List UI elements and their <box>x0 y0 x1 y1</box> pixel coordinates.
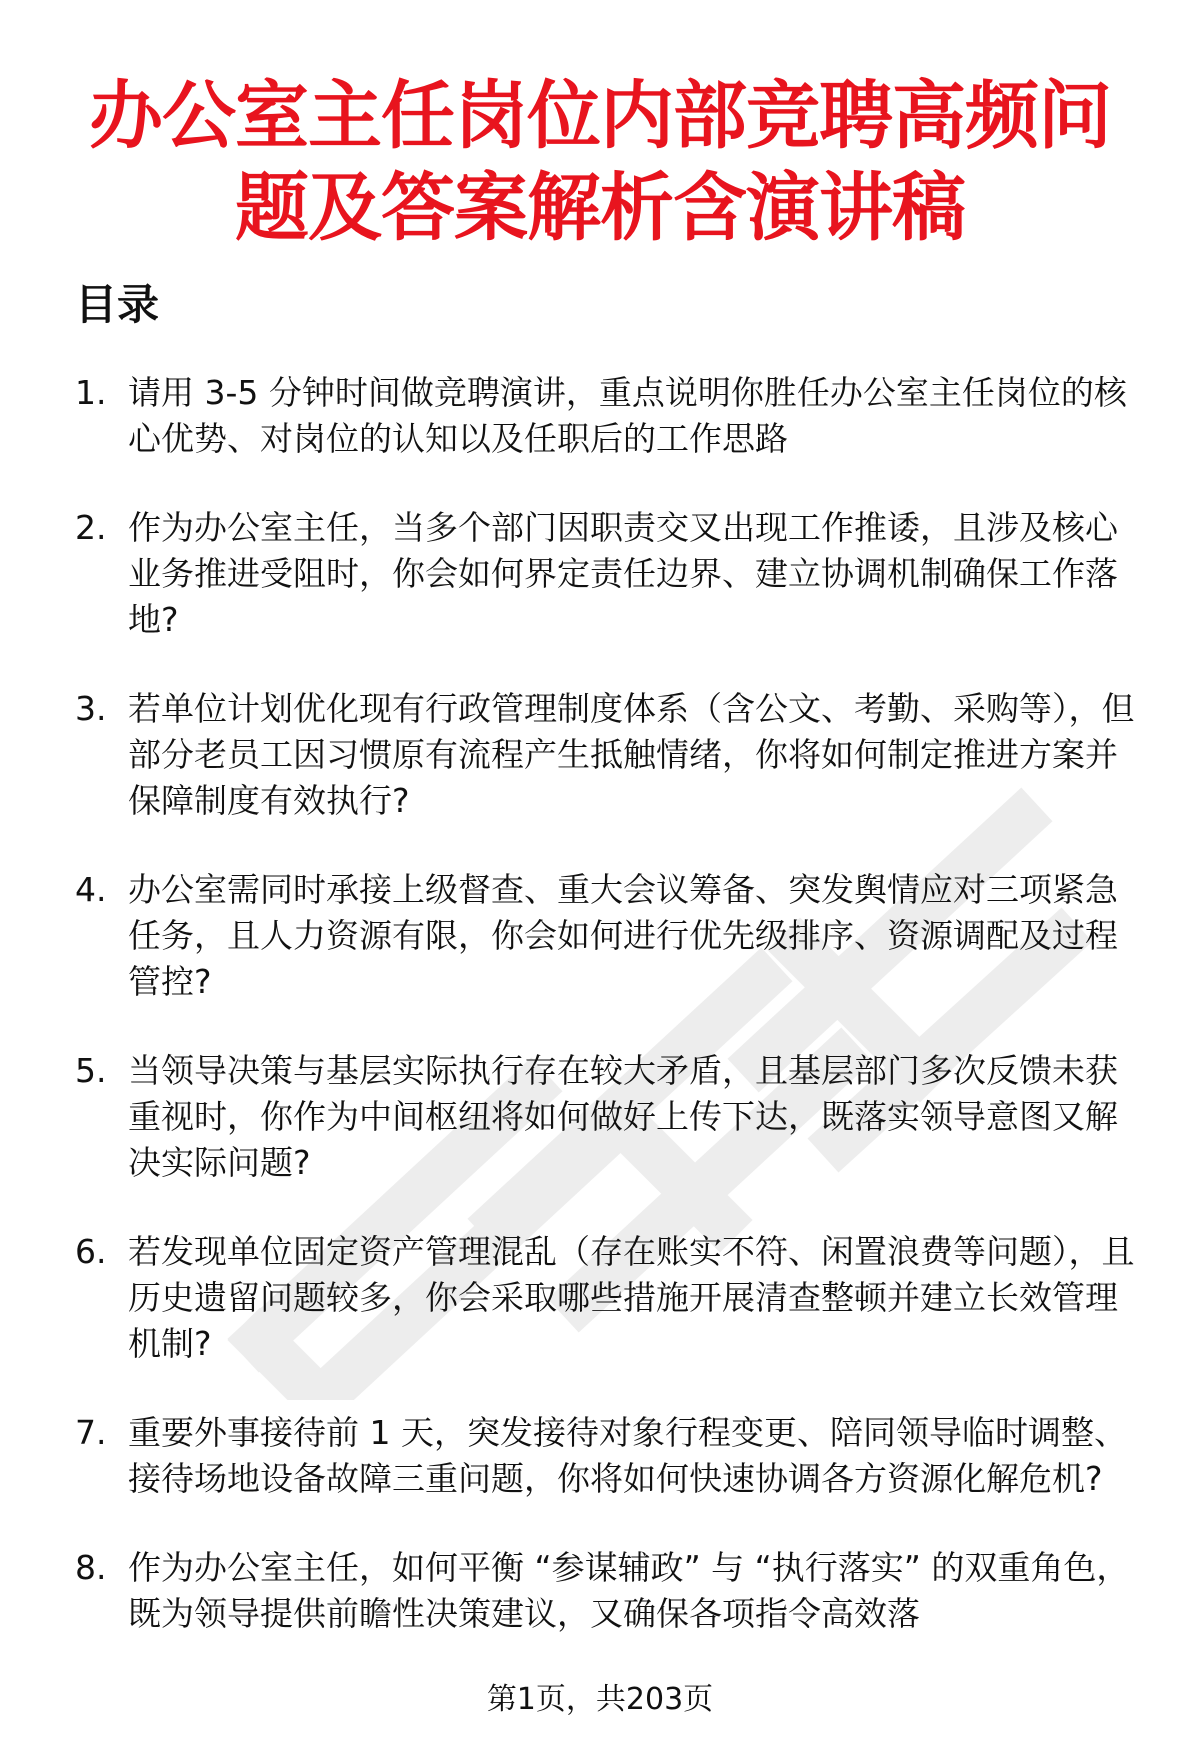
toc-item-number: 1. <box>75 373 107 412</box>
toc-item[interactable] <box>75 1048 1145 1186</box>
toc-item[interactable] <box>75 505 1145 643</box>
toc-item[interactable] <box>75 370 1145 462</box>
toc-item-number: 3. <box>75 689 107 728</box>
toc-item-number: 6. <box>75 1232 107 1271</box>
toc-item-text: 作为办公室主任，当多个部门因职责交叉出现工作推诿，且涉及核心业务推进受阻时，你会如何界定责任边界、建立协调机制确保工作落地? <box>128 508 1118 639</box>
toc-item-text: 若单位计划优化现有行政管理制度体系（含公文、考勤、采购等），但部分老员工因习惯原有流程产生抵触情绪，你将如何制定推进方案并保障制度有效执行? <box>128 689 1135 820</box>
toc-item-number: 2. <box>75 508 107 547</box>
toc-item-text: 办公室需同时承接上级督查、重大会议筹备、突发舆情应对三项紧急任务，且人力资源有限，你会如何进行优先级排序、资源调配及过程管控? <box>128 870 1118 1001</box>
toc-item-text: 若发现单位固定资产管理混乱（存在账实不符、闲置浪费等问题），且历史遗留问题较多，你会采取哪些措施开展清查整顿并建立长效管理机制? <box>128 1232 1135 1363</box>
toc-item-text: 请用 3-5 分钟时间做竞聘演讲，重点说明你胜任办公室主任岗位的核心优势、对岗位的认知以及任职后的工作思路 <box>128 373 1127 458</box>
toc-item[interactable] <box>75 686 1145 824</box>
page-footer: 第1页，共203页 <box>486 1682 714 1717</box>
toc-heading: 目录 <box>75 280 160 329</box>
toc-item[interactable] <box>75 1545 1145 1637</box>
toc-item[interactable] <box>75 1410 1145 1502</box>
toc-item-number: 4. <box>75 870 107 909</box>
toc-item[interactable] <box>75 867 1145 1005</box>
toc-item-text: 作为办公室主任，如何平衡 “参谋辅政” 与 “执行落实” 的双重角色，既为领导提供前瞻性决策建议，又确保各项指令高效落 <box>128 1548 1130 1633</box>
toc-item[interactable] <box>75 1229 1145 1367</box>
toc-item-number: 7. <box>75 1413 107 1452</box>
toc-item-text: 重要外事接待前 1 天，突发接待对象行程变更、陪同领导临时调整、接待场地设备故障三重问题，你将如何快速协调各方资源化解危机? <box>128 1413 1127 1498</box>
toc-item-number: 8. <box>75 1548 107 1587</box>
document-title: 办公室主任岗位内部竞聘高频问题及答案解析含演讲稿 <box>89 73 1111 251</box>
toc-item-number: 5. <box>75 1051 107 1090</box>
toc-item-text: 当领导决策与基层实际执行存在较大矛盾，且基层部门多次反馈未获重视时，你作为中间枢纽将如何做好上传下达，既落实领导意图又解决实际问题? <box>128 1051 1118 1182</box>
toc-list <box>75 370 1145 1680</box>
